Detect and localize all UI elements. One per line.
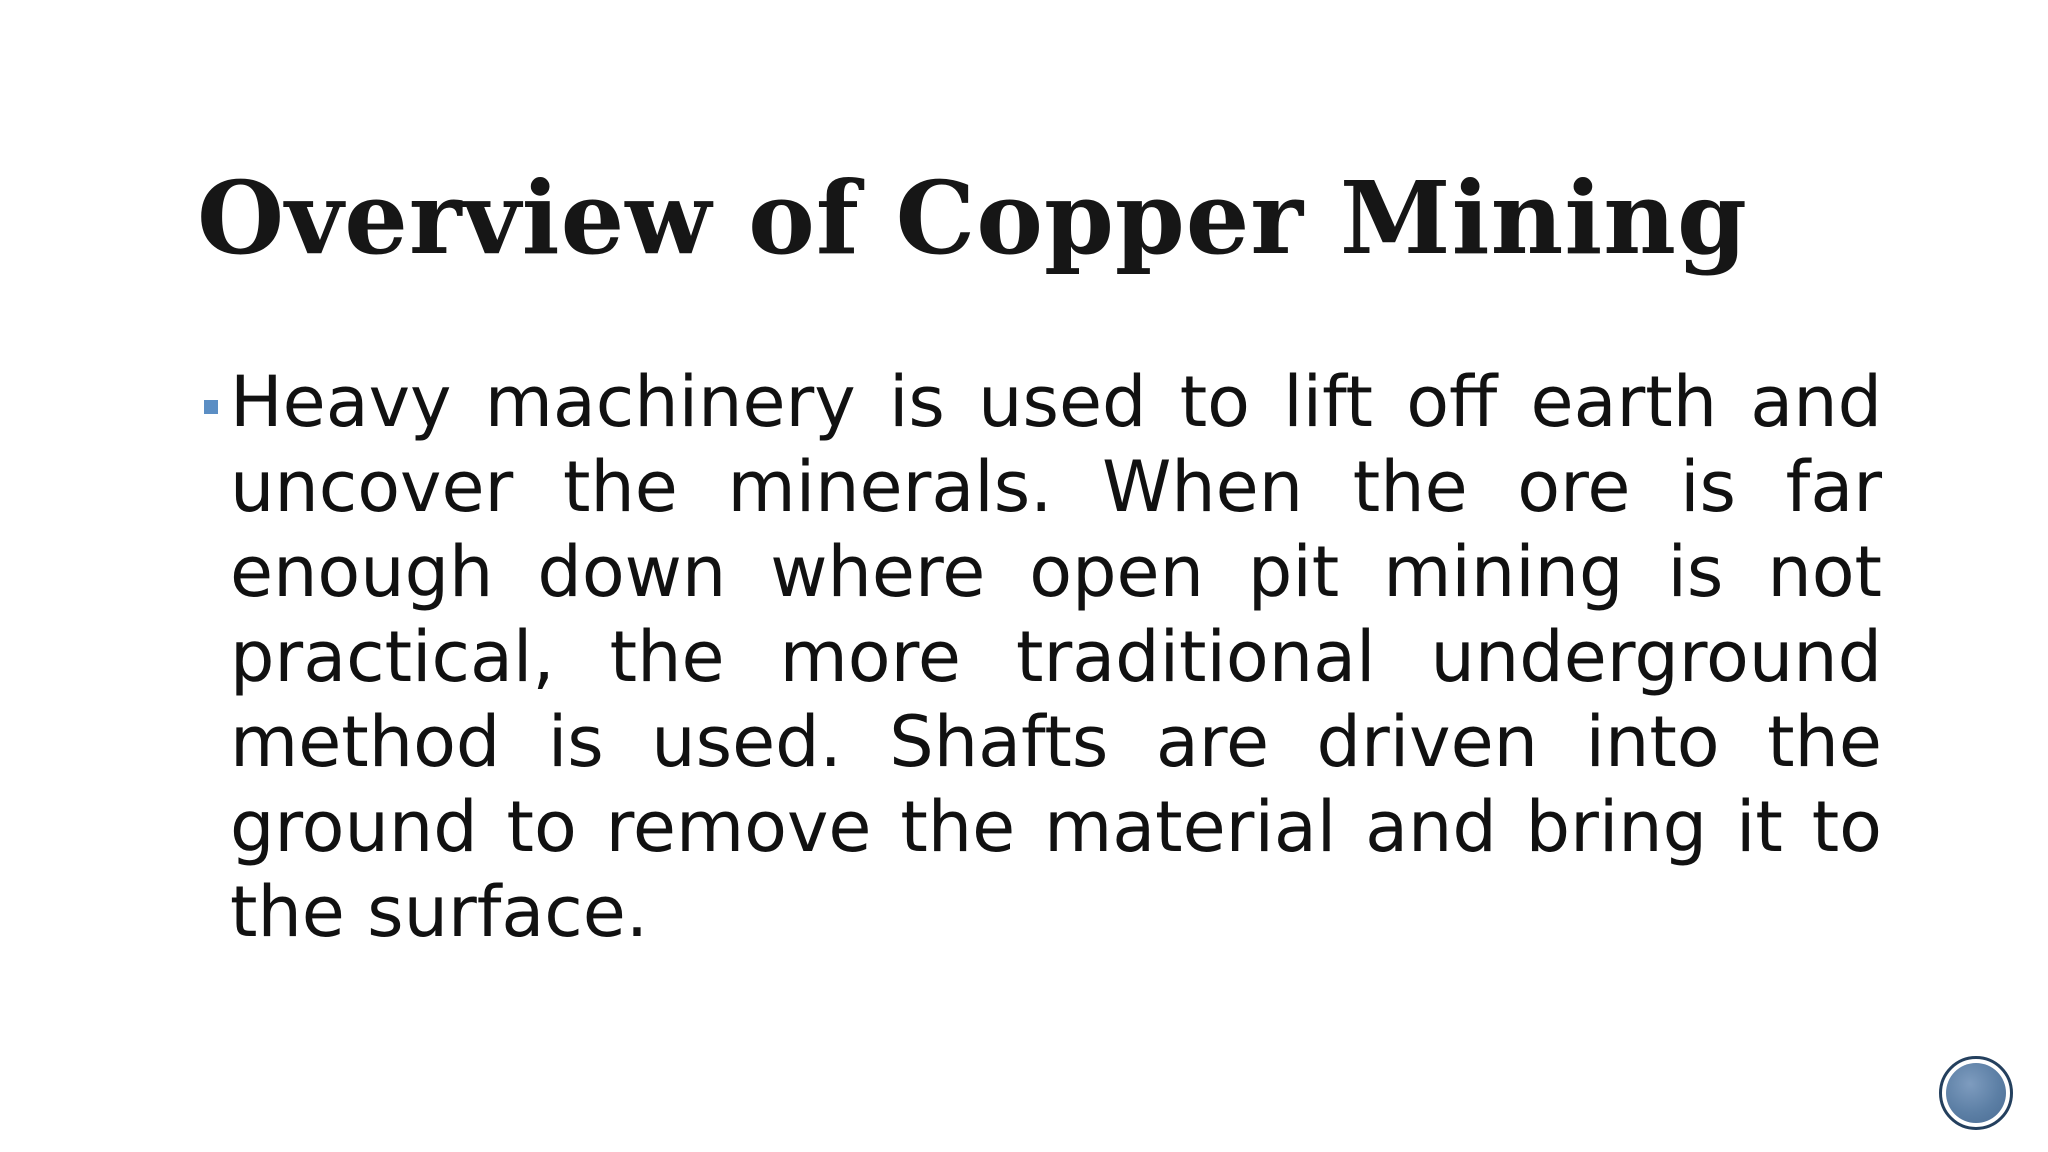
slide-title: Overview of Copper Mining	[197, 159, 1748, 277]
bullet-text: Heavy machinery is used to lift off earth and uncover the minerals. When the ore is far enough down where open pit mining is not practical, the more traditional underground method is used. Shafts are driven into the ground to remove the material and bring it to the surface.	[230, 361, 1882, 953]
circle-nav-button[interactable]	[1939, 1056, 2013, 1130]
circle-nav-icon	[1946, 1063, 2006, 1123]
bullet-item	[200, 360, 1882, 955]
slide-body	[200, 360, 1882, 955]
bullet-square-icon	[204, 400, 218, 414]
